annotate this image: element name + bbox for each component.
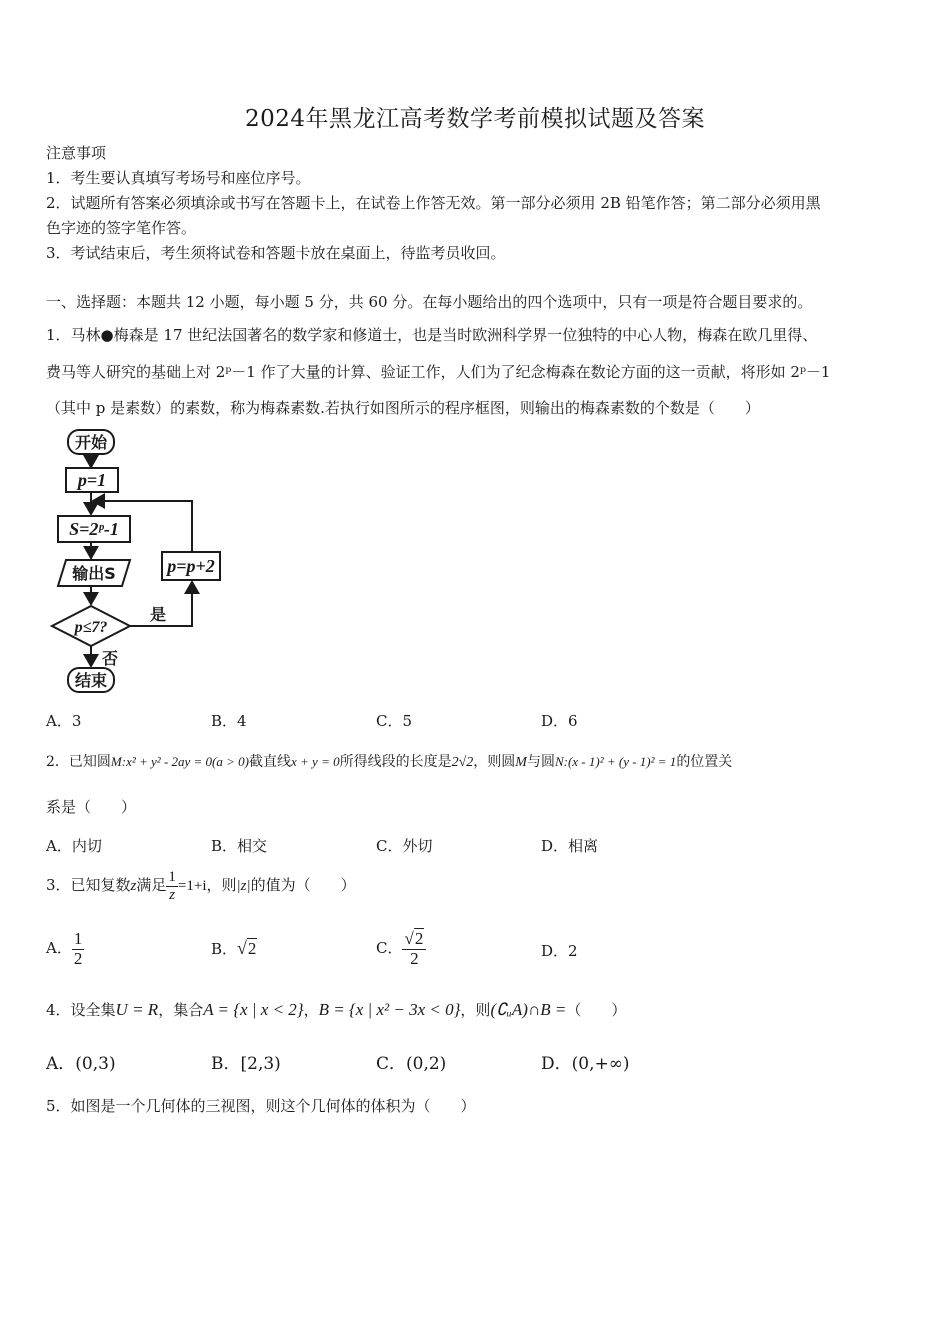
q4-option-d: D．(0,+∞) [541,1054,630,1074]
q4-option-c: C．(0,2) [376,1054,447,1074]
flow-init-label: p=1 [77,470,107,490]
q2-length: 2√2 [451,755,474,770]
q4-expr: (∁ᵤA)∩B = [490,1000,567,1019]
q3-option-b-radicand: 2 [247,939,257,958]
q4-mid-3: ，则 [460,1001,491,1019]
q3-option-a [46,926,84,970]
q2-option-a: A．内切 [46,837,102,855]
q2-circle-m: M:x² + y² - 2ay = 0(a > 0) [110,754,249,769]
q3-option-c-radicand: 2 [414,928,424,948]
q4-line [46,1000,626,1020]
q3-option-c-label: C． [376,939,403,957]
q3-option-c-frac [402,930,426,968]
q1-line-2: 费马等人研究的基础上对 2ᵖ－1 作了大量的计算、验证工作，人们为了纪念梅森在数论方面的这一贡献，将形如 2ᵖ－1 [46,363,831,381]
q1-line-3: （其中 p 是素数）的素数，称为梅森素数.若执行如图所示的程序框图，则输出的梅森素数的个数是（ ） [46,399,760,417]
q3-absz: |z| [236,878,251,894]
q1-line-1: 1．马林●梅森是 17 世纪法国著名的数学家和修道士，也是当时欧洲科学界一位独特的中心人物，梅森在欧几里得、 [46,326,818,344]
q2-line-eq: x + y = 0 [291,754,340,769]
q3-option-a-label: A． [46,939,72,957]
q2-mid-4: 与圆 [526,754,555,770]
q3-suffix: 的值为（ ） [250,876,356,894]
q4-mid-1: ，集合 [158,1001,204,1019]
q3-line [46,862,356,909]
q2-option-d: D．相离 [541,837,599,855]
q3-prefix: 3．已知复数 [46,876,131,894]
q4-set-b: B = {x | x² − 3x < 0} [318,1000,461,1019]
q4-option-a: A．(0,3) [46,1054,116,1074]
notice-item-2: 2．试题所有答案必须填涂或书写在答题卡上，在试卷上作答无效。第一部分必须用 2B 铅笔作答；第二部分必须用黑 [46,194,821,212]
q3-frac-num: 1 [168,869,176,885]
q3-z: z [130,878,137,894]
q4-universe: U = R [115,1000,159,1019]
flow-output-label: 输出S [72,564,116,583]
q3-option-b [211,926,257,971]
q4-prefix: 4．设全集 [46,1001,116,1019]
q2-prefix: 2．已知圆 [46,754,111,770]
q2-option-b: B．相交 [211,837,268,855]
section-heading: 一、选择题：本题共 12 小题，每小题 5 分，共 60 分。在每小题给出的四个选项中，只有一项是符合题目要求的。 [46,293,813,311]
q5-line: 5．如图是一个几何体的三视图，则这个几何体的体积为（ ） [46,1097,476,1115]
q3-option-c [376,926,426,970]
q2-mid-1: 截直线 [249,754,291,770]
q3-option-d: D．2 [541,942,578,960]
q4-set-a: A = {x | x < 2} [203,1000,304,1019]
q4-mid-2: ， [303,1001,319,1019]
q4-suffix: （ ） [566,1001,627,1019]
q3-mid-2: ，则 [206,876,237,894]
flow-yes-label: 是 [149,605,167,624]
q3-rhs: =1+i [177,878,207,894]
q1-option-c: C．5 [376,712,413,730]
q3-fraction [166,869,178,903]
q3-option-c-num: √2 [402,930,426,950]
flow-end-label: 结束 [74,671,108,690]
notice-item-3: 3．考试结束后，考生须将试卷和答题卡放在桌面上，待监考员收回。 [46,244,506,262]
q3-option-a-num: 1 [73,928,83,948]
flow-no-label: 否 [101,649,119,668]
notice-heading: 注意事项 [46,144,107,162]
q3-option-a-frac [72,930,85,968]
notice-item-1: 1．考生要认真填写考场号和座位序号。 [46,169,311,187]
flow-assign-label: S=2ᵖ-1 [69,519,119,539]
q3-option-c-den: 2 [410,948,419,968]
q1-option-a: A．3 [46,712,82,730]
q2-mid-3: ，则圆 [473,754,516,770]
q2-line-1 [46,752,732,773]
q3-frac-den: z [169,886,176,903]
q2-circle-n: N:(x - 1)² + (y - 1)² = 1 [554,754,677,769]
q1-option-b: B．4 [211,712,247,730]
q3-mid-1: 满足 [136,876,167,894]
q3-option-b-label: B． [211,940,238,958]
flow-update-label: p=p+2 [167,556,215,576]
flow-start-label: 开始 [74,433,108,452]
q2-m: M [515,755,527,770]
flow-cond-label: p≤7? [74,619,108,636]
page-title: 2024年黑龙江高考数学考前模拟试题及答案 [244,106,706,132]
q2-option-c: C．外切 [376,837,433,855]
q1-option-d: D．6 [541,712,578,730]
q2-suffix: 的位置关 [676,754,733,770]
q4-option-b: B．[2,3) [211,1054,281,1074]
q3-option-a-den: 2 [73,948,83,968]
notice-item-2-cont: 色字迹的签字笔作答。 [46,219,197,237]
q2-mid-2: 所得线段的长度是 [339,754,452,770]
q3-option-b-sqrt-sign: √ [237,938,247,958]
q2-line-2: 系是（ ） [46,798,137,816]
q1-flowchart [50,426,240,698]
